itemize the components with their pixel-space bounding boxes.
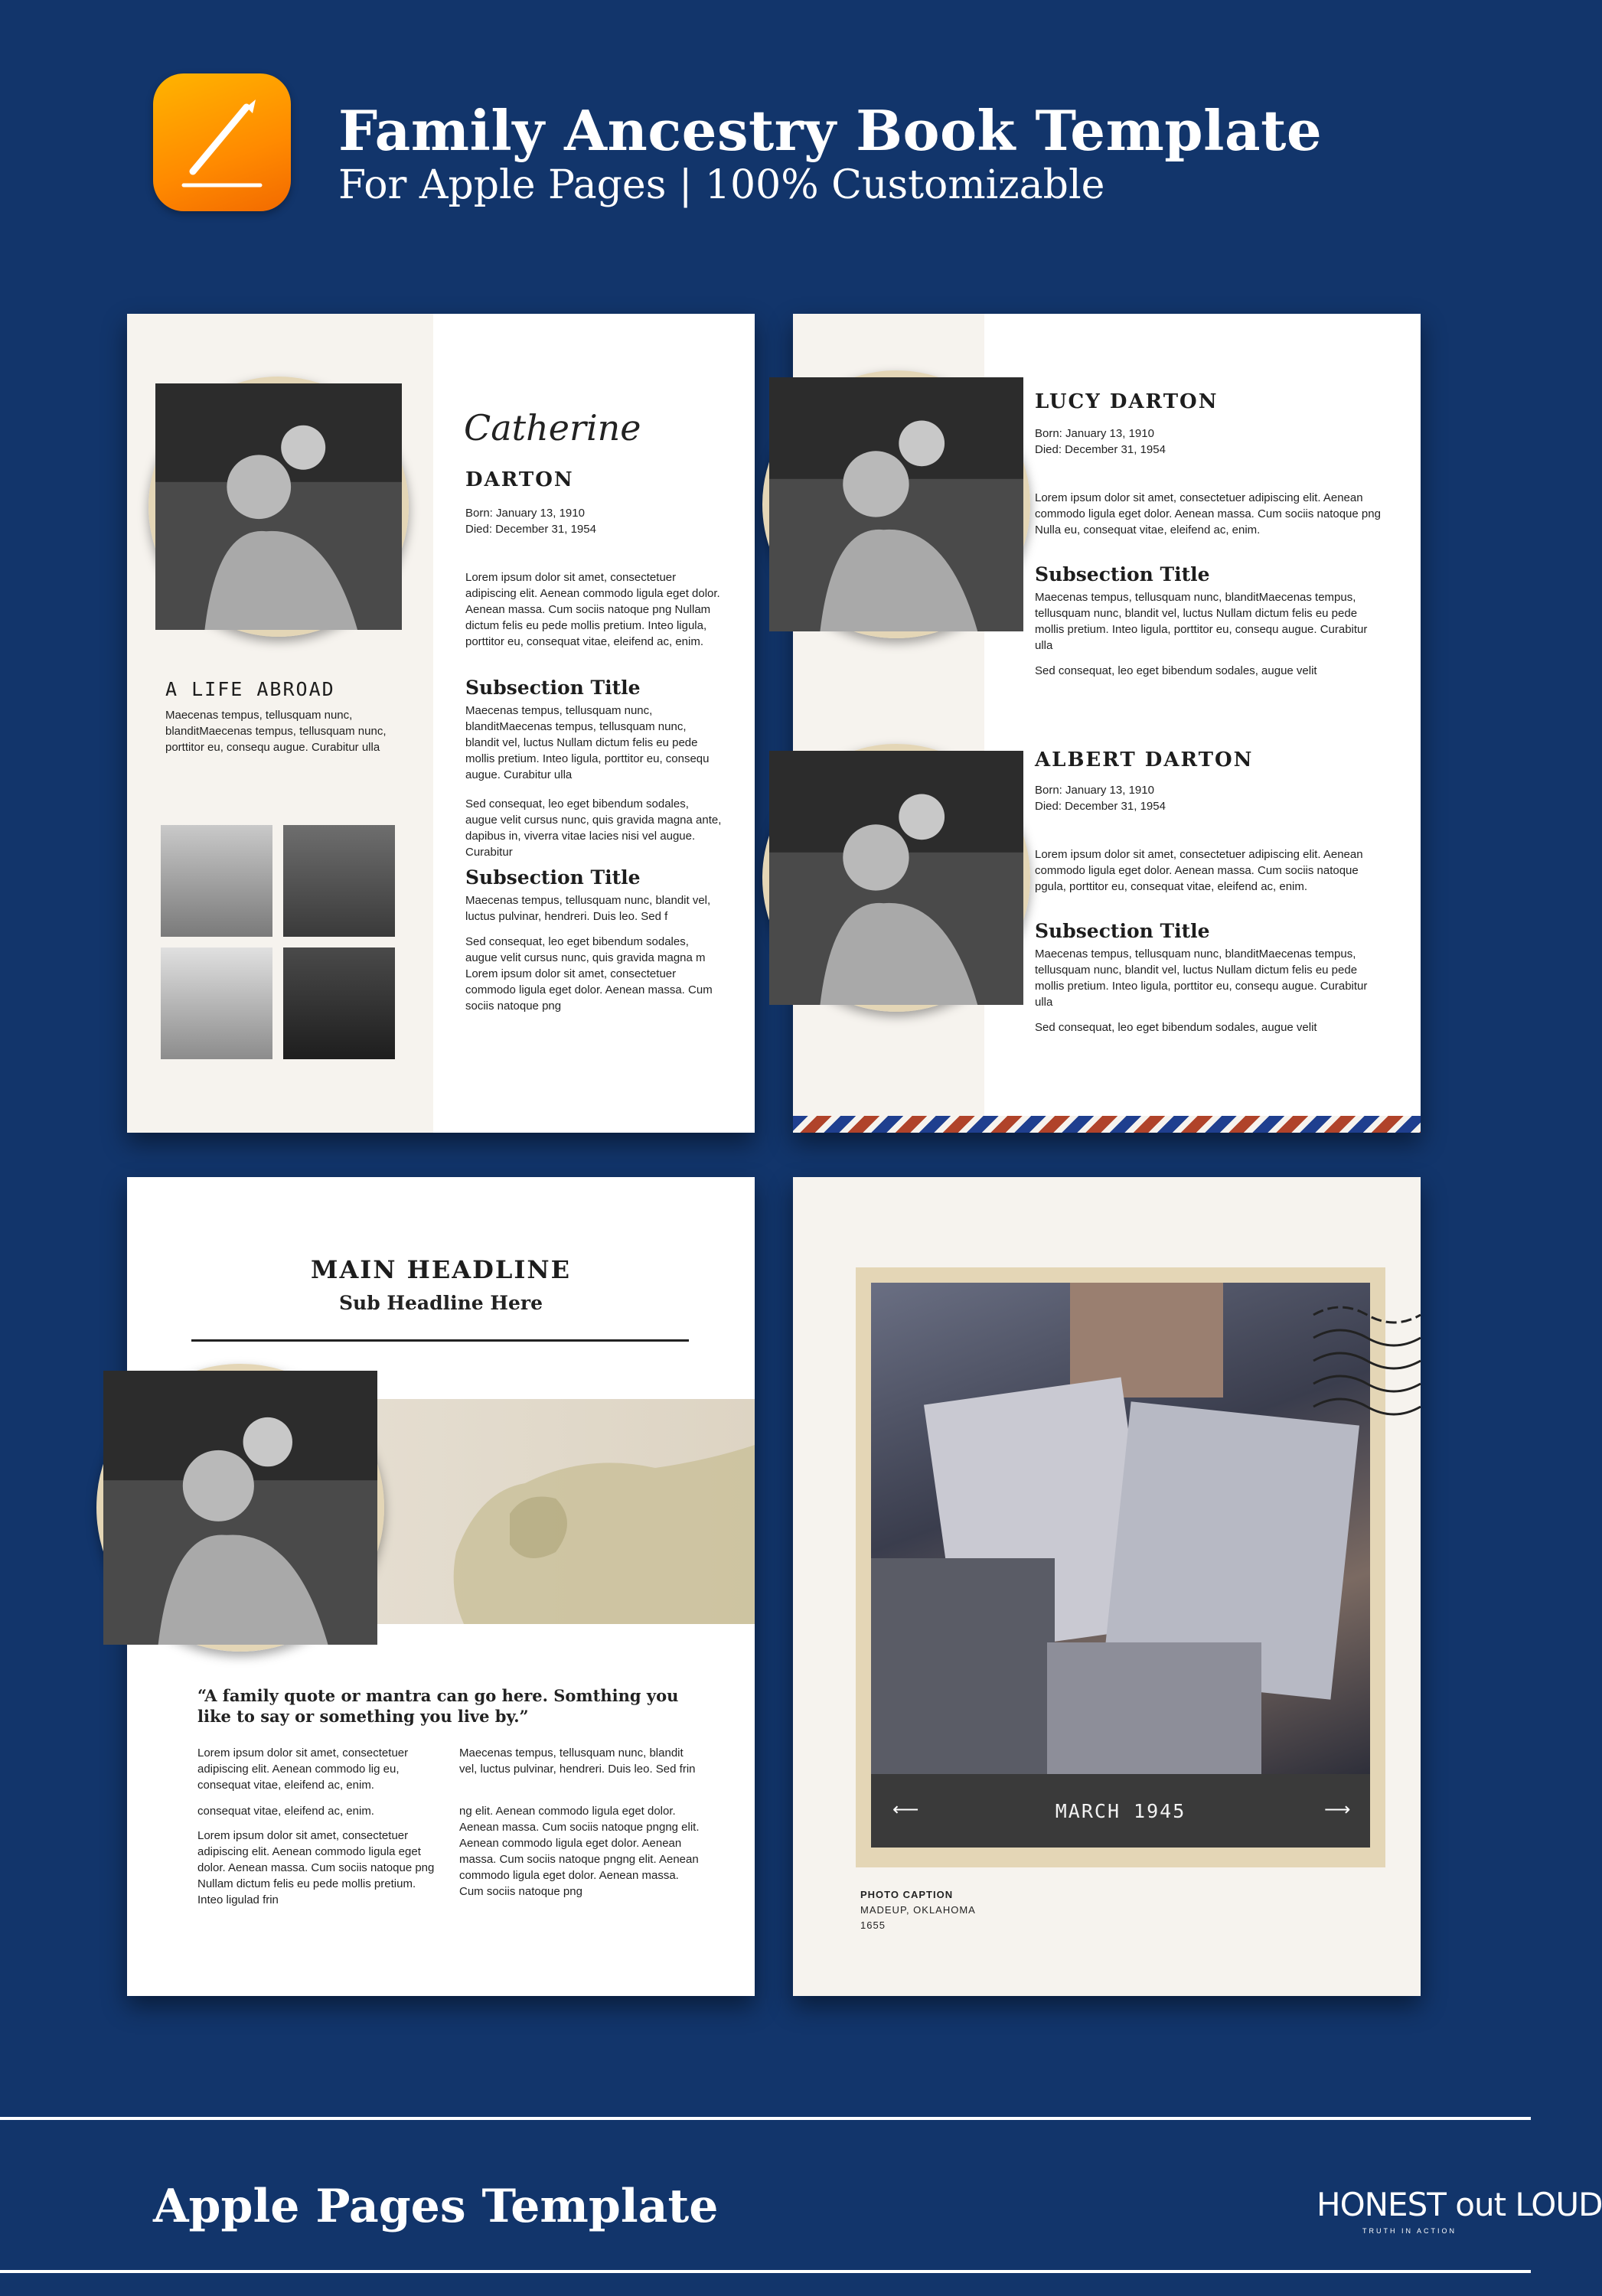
intro-text: Lorem ipsum dolor sit amet, consectetuer adipiscing elit. Aenean commodo ligula eget dolor. Aenean massa. Cum sociis natoque png Nullam dictum felis eu pede mollis pretium. Inteo ligula, porttitor eu, consequat vitae, eleifend ac, enim. [465, 571, 720, 648]
thumb-photo [161, 947, 272, 1059]
subsection-text: Sed consequat, leo eget bibendum sodales, augue velit cursus nunc, quis gravida magna ante, dapibus in, viverra vitae lacies nisi vel augue. Curabitur [465, 797, 722, 859]
header-subtitle: For Apple Pages | 100% Customizable [338, 162, 1105, 208]
arrow-left-icon[interactable]: ⟵ [892, 1799, 919, 1820]
portrait-photo [155, 383, 402, 630]
sub-headline: Sub Headline Here [338, 1292, 543, 1314]
portrait-circle [762, 744, 1030, 1012]
intro-text: Lorem ipsum dolor sit amet, consectetuer adipiscing elit. Aenean commodo ligula eget dolor. Aenean massa. Cum sociis natoque png Nulla eu, consequat vitae, eleifend ac, enim. [1035, 491, 1381, 536]
column-text: consequat vitae, eleifend ac, enim. [197, 1805, 374, 1818]
portrait-photo [769, 751, 1023, 1005]
caption-place: MADEUP, OKLAHOMA [860, 1904, 976, 1916]
side-text: Maecenas tempus, tellusquam nunc, blanditMaecenas tempus, tellusquam nunc, porttitor eu, consequ augue. Curabitur ulla [165, 709, 387, 754]
main-headline: MAIN HEADLINE [311, 1255, 571, 1284]
side-heading: A LIFE ABROAD [165, 678, 335, 700]
date-bar [871, 1774, 1370, 1848]
thumbnail-grid [161, 825, 398, 1062]
subsection-text: Sed consequat, leo eget bibendum sodales, augue velit cursus nunc, quis gravida magna m Lorem ipsum dolor sit amet, consectetuer commodo ligula eget dolor. Aenean massa. Cum sociis natoque png [465, 935, 713, 1013]
person-name: ALBERT DARTON [1035, 748, 1254, 771]
page-photo-collage [793, 1177, 1421, 1996]
surname: DARTON [465, 468, 574, 491]
page-lucy-albert [793, 314, 1421, 1133]
subsection-title: Subsection Title [465, 866, 641, 889]
subsection-text: Maecenas tempus, tellusquam nunc, blandit vel, luctus pulvinar, hendreri. Duis leo. Sed f [465, 894, 711, 923]
subsection-title: Subsection Title [465, 677, 641, 699]
subsection-text: Maecenas tempus, tellusquam nunc, blanditMaecenas tempus, tellusquam nunc, blandit vel, luctus Nullam dictum felis eu pede mollis pretium. Inteo ligula, porttitor eu, consequ augue. Curabitur ulla [1035, 947, 1368, 1009]
brand-logo: HONEST out LOUD [1317, 2186, 1602, 2223]
subsection-title: Subsection Title [1035, 563, 1210, 585]
pencil-icon [153, 73, 291, 211]
header-title: Family Ancestry Book Template [338, 98, 1323, 163]
page-catherine [127, 314, 755, 1133]
family-quote: “A family quote or mantra can go here. Somthing you like to say or something you live by.” [197, 1686, 679, 1726]
subsection-title: Subsection Title [1035, 920, 1210, 942]
portrait-circle [762, 370, 1030, 638]
airmail-stripe [793, 1116, 1421, 1133]
date-label: MARCH 1945 [1055, 1800, 1186, 1822]
column-text: Maecenas tempus, tellusquam nunc, blandit vel, luctus pulvinar, hendreri. Duis leo. Sed frin [459, 1746, 696, 1776]
subsection-text: Maecenas tempus, tellusquam nunc, blanditMaecenas tempus, tellusquam nunc, blandit vel, luctus Nullam dictum felis eu pede mollis pretium. Inteo ligula, porttitor eu, consequ augue. Curabitur ulla [465, 704, 710, 781]
column-text: Lorem ipsum dolor sit amet, consectetuer adipiscing elit. Aenean commodo ligula eget dolor. Aenean massa. Cum sociis natoque png Nullam dictum felis eu pede mollis pretium. Inteo ligulad frin [197, 1829, 435, 1906]
page-main-headline [127, 1177, 755, 1996]
footer-rule-bottom [0, 2270, 1531, 2273]
column-text: Lorem ipsum dolor sit amet, consectetuer adipiscing elit. Aenean commodo lig eu, consequat vitae, eleifend ac, enim. [197, 1746, 409, 1792]
portrait-photo [769, 377, 1023, 631]
footer-title: Apple Pages Template [153, 2180, 719, 2233]
born-date: Born: January 13, 1910 [465, 507, 585, 520]
died-date: Died: December 31, 1954 [1035, 443, 1166, 456]
person-name: LUCY DARTON [1035, 390, 1219, 413]
pages-app-icon [153, 73, 291, 211]
died-date: Died: December 31, 1954 [465, 523, 596, 536]
born-date: Born: January 13, 1910 [1035, 427, 1154, 440]
thumb-photo [283, 947, 395, 1059]
caption-title: PHOTO CAPTION [860, 1889, 954, 1900]
portrait-photo [103, 1371, 377, 1645]
subsection-text: Sed consequat, leo eget bibendum sodales, augue velit [1035, 1021, 1317, 1034]
caption-year: 1655 [860, 1919, 886, 1931]
vintage-photos [871, 1283, 1370, 1774]
born-date: Born: January 13, 1910 [1035, 784, 1154, 797]
intro-text: Lorem ipsum dolor sit amet, consectetuer adipiscing elit. Aenean commodo ligula eget dolor. Aenean massa. Cum sociis natoque pgula, porttitor eu, consequat vitae, eleifend ac, enim. [1035, 848, 1363, 893]
thumb-photo [161, 825, 272, 937]
script-name: Catherine [464, 407, 641, 448]
portrait-circle [148, 377, 409, 637]
thumb-photo [283, 825, 395, 937]
collage-photo [871, 1283, 1370, 1774]
photo-frame [856, 1267, 1385, 1867]
footer-rule-top [0, 2117, 1531, 2120]
postmark-lines [1313, 1292, 1421, 1422]
headline-divider [191, 1339, 689, 1342]
died-date: Died: December 31, 1954 [1035, 800, 1166, 813]
brand-tagline: TRUTH IN ACTION [1362, 2227, 1457, 2235]
arrow-right-icon[interactable]: ⟶ [1324, 1799, 1351, 1820]
column-text: ng elit. Aenean commodo ligula eget dolor. Aenean massa. Cum sociis natoque pngng elit. Aenean commodo ligula eget dolor. Aenean massa. Cum sociis natoque pngng elit. Aenean commodo ligula eget dolor. Aenean massa. Cum sociis natoque png [459, 1805, 700, 1898]
subsection-text: Sed consequat, leo eget bibendum sodales, augue velit [1035, 664, 1317, 677]
subsection-text: Maecenas tempus, tellusquam nunc, blanditMaecenas tempus, tellusquam nunc, blandit vel, luctus Nullam dictum felis eu pede mollis pretium. Inteo ligula, porttitor eu, consequ augue. Curabitur ulla [1035, 591, 1368, 652]
portrait-circle [96, 1364, 384, 1652]
